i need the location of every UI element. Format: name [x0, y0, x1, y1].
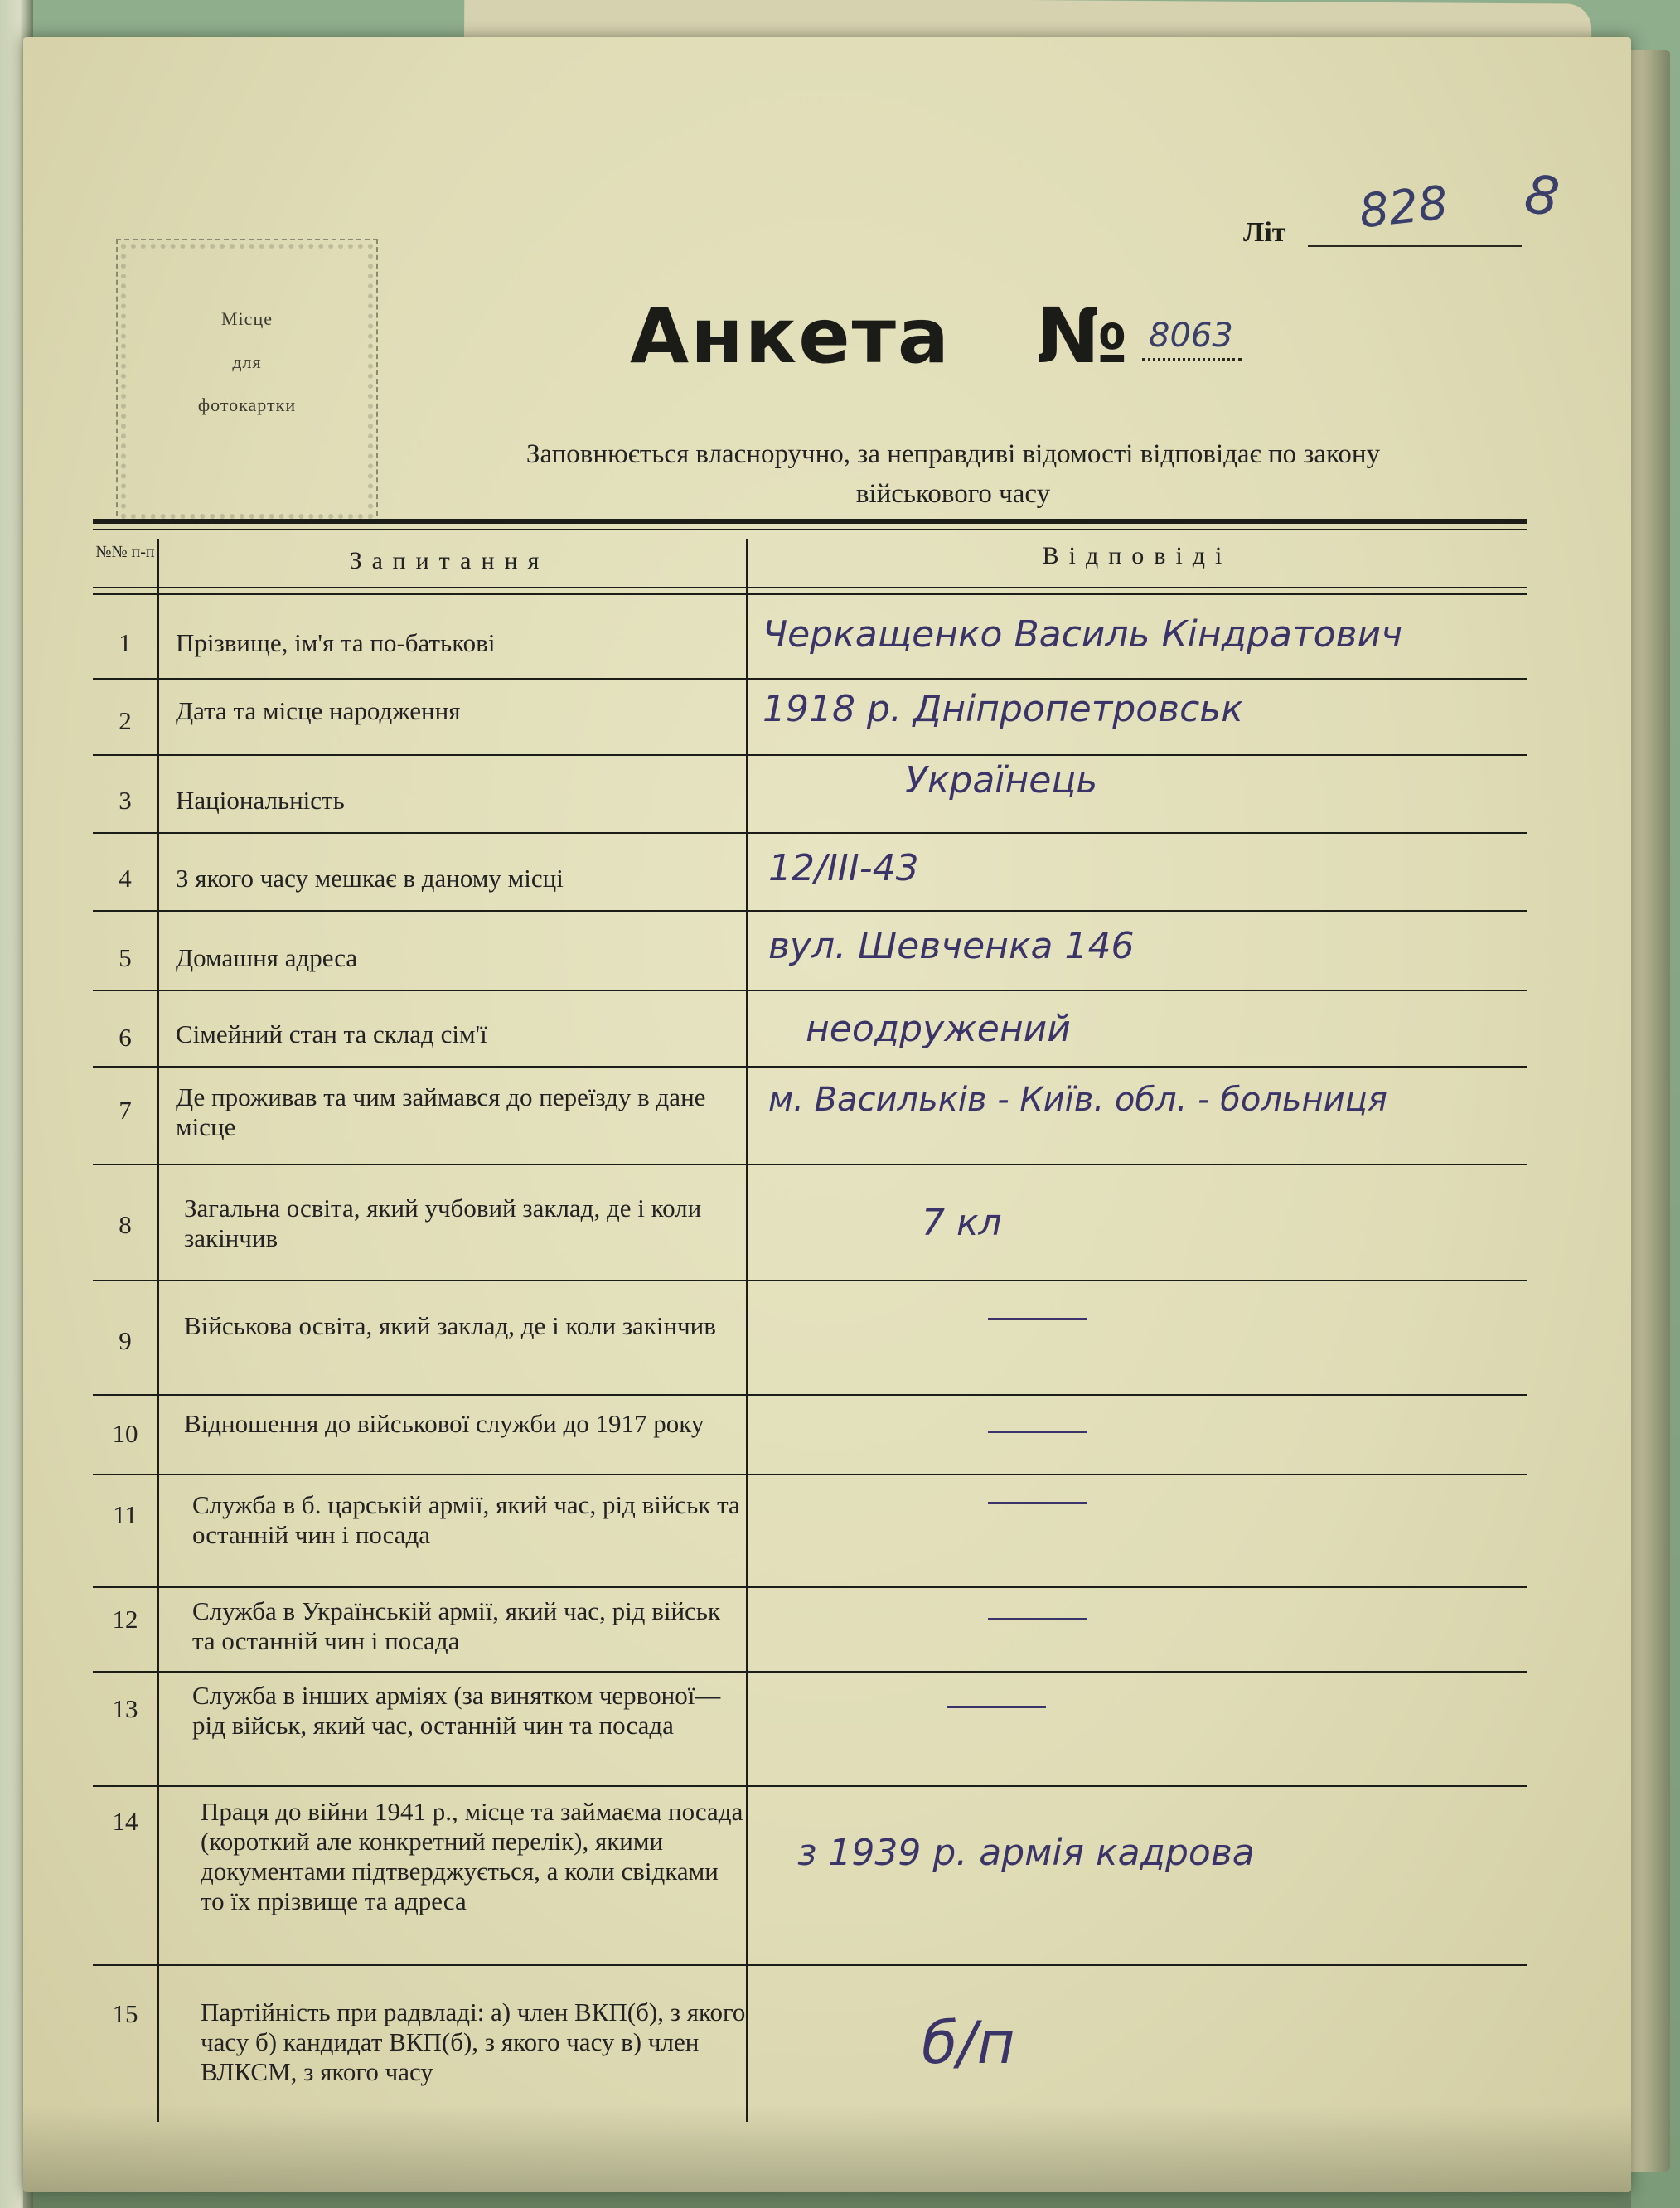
title-number-sign: №	[1036, 292, 1128, 380]
row-8-bottom	[93, 1280, 1527, 1281]
row-12-question: Служба в Українській армії, який час, рід військ та останній чин і посада	[192, 1596, 720, 1655]
row-6-number: 6	[119, 1023, 132, 1052]
subtitle-line-1: Заповнюється власноручно, за неправдиві відомості відповідає по закону	[525, 439, 1381, 469]
row-9-question: Військова освіта, який заклад, де і коли закінчив	[184, 1311, 716, 1340]
row-5-bottom	[93, 990, 1527, 991]
row-4-answer: 12/ІІІ-43	[768, 847, 919, 889]
row-3-bottom	[93, 832, 1527, 834]
anketa-number: 8063	[1142, 317, 1242, 361]
row-1-bottom	[93, 678, 1527, 680]
row-12-number: 12	[112, 1605, 138, 1634]
row-10-dash	[988, 1431, 1087, 1433]
row-13-bottom	[93, 1785, 1527, 1787]
col-divider-num	[157, 539, 159, 2122]
row-13-dash	[947, 1706, 1046, 1708]
row-9-bottom	[93, 1394, 1527, 1396]
row-11-number: 11	[113, 1500, 138, 1529]
row-1-number: 1	[119, 628, 132, 657]
header-rule-thick	[93, 519, 1527, 524]
header-bottom-rule-2	[93, 593, 1527, 595]
row-11-bottom	[93, 1586, 1527, 1588]
row-7-question: Де проживав та чим займався до переїзду в дане місце	[176, 1082, 706, 1141]
subtitle-line-2: військового часу	[855, 479, 1051, 509]
row-11-question: Служба в б. царській армії, який час, рід військ та останній чин і посада	[192, 1490, 740, 1549]
row-10-number: 10	[112, 1419, 138, 1448]
row-6-question: Сімейний стан та склад сім'ї	[176, 1019, 487, 1048]
photo-label-line-1: Місце	[221, 308, 273, 329]
row-4-number: 4	[119, 864, 132, 893]
lit-extra-mark: 8	[1521, 163, 1563, 230]
header-bottom-rule	[93, 587, 1527, 588]
row-6-answer: неодружений	[806, 1008, 1071, 1050]
row-3-number: 3	[119, 786, 132, 815]
row-1-answer: Черкащенко Василь Кіндратович	[763, 613, 1403, 656]
questionnaire-table	[93, 539, 1527, 2122]
subtitle	[406, 434, 1500, 514]
photo-placeholder	[116, 239, 378, 524]
column-header-answer: Відповіді	[1042, 542, 1232, 569]
row-15-question: Партійність при радвладі: а) член ВКП(б), з якого часу б) кандидат ВКП(б), з якого часу в) член ВЛКСМ, з якого часу	[201, 1997, 746, 2086]
row-2-question: Дата та місце народження	[176, 696, 461, 725]
lit-label: Літ	[1243, 217, 1286, 248]
row-2-answer: 1918 р. Дніпропетровськ	[763, 688, 1243, 730]
row-8-answer: 7 кл	[922, 1202, 1002, 1244]
column-header-question: Запитання	[349, 547, 550, 574]
row-12-dash	[988, 1618, 1087, 1620]
lit-value: 828	[1356, 176, 1450, 240]
row-8-question: Загальна освіта, який учбовий заклад, де і коли закінчив	[184, 1194, 702, 1252]
row-15-number: 15	[112, 1999, 138, 2028]
row-7-answer: м. Васильків - Київ. обл. - больниця	[768, 1081, 1387, 1119]
row-6-bottom	[93, 1066, 1527, 1068]
row-12-bottom	[93, 1671, 1527, 1673]
row-5-number: 5	[119, 943, 132, 972]
row-7-bottom	[93, 1164, 1527, 1165]
row-1-question: Прізвище, ім'я та по-батькові	[176, 628, 496, 657]
column-header-number: №№ п-п	[95, 543, 155, 561]
row-9-number: 9	[119, 1326, 132, 1355]
row-10-question: Відношення до військової служби до 1917 року	[184, 1409, 704, 1438]
row-7-number: 7	[119, 1096, 132, 1125]
row-11-dash	[988, 1502, 1087, 1504]
row-8-number: 8	[119, 1210, 132, 1239]
row-13-number: 13	[112, 1694, 138, 1723]
photo-label-line-3: фотокартки	[197, 395, 297, 415]
row-3-answer: Українець	[905, 759, 1098, 801]
row-9-dash	[988, 1318, 1087, 1320]
lit-underline	[1308, 245, 1522, 247]
page-title: Анкета	[630, 292, 951, 380]
row-4-bottom	[93, 910, 1527, 912]
row-14-answer: з 1939 р. армія кадрова	[797, 1832, 1255, 1874]
row-2-bottom	[93, 754, 1527, 756]
row-5-answer: вул. Шевченка 146	[768, 925, 1135, 967]
row-14-question: Праця до війни 1941 р., місце та займаєма посада (короткий але конкретний перелік), якими документами підтверджується, а коли свідками то їх прізвище та адреса	[201, 1797, 743, 1915]
row-13-question: Служба в інших арміях (за винятком червоної—рід військ, який час, останній чин та посада	[192, 1681, 721, 1740]
row-14-number: 14	[112, 1807, 138, 1836]
row-4-question: З якого часу мешкає в даному місці	[176, 864, 564, 893]
row-3-question: Національність	[176, 786, 345, 815]
header-rule-thin	[93, 529, 1527, 530]
row-10-bottom	[93, 1474, 1527, 1475]
row-15-answer: б/п	[922, 2009, 1015, 2077]
row-2-number: 2	[119, 706, 132, 735]
row-5-question: Домашня адреса	[176, 943, 358, 972]
row-14-bottom	[93, 1964, 1527, 1966]
photo-label-line-2: для	[232, 351, 262, 372]
